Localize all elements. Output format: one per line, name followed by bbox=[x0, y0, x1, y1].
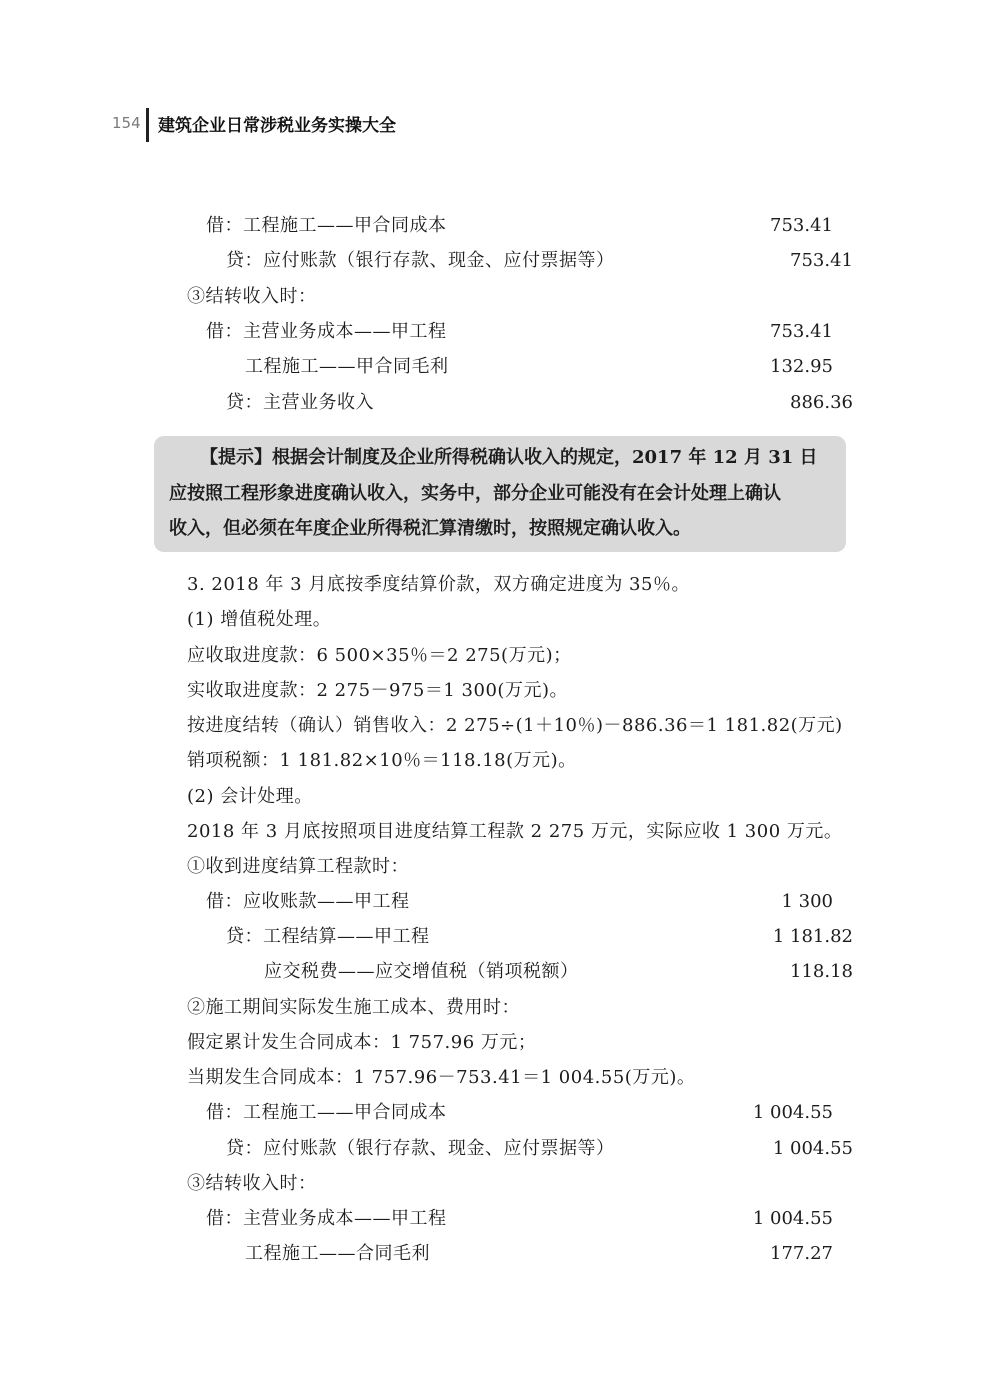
step-heading: ①收到进度结算工程款时： bbox=[187, 856, 409, 877]
section-heading: 3. 2018 年 3 月底按季度结算价款，双方确定进度为 35％。 bbox=[187, 574, 690, 595]
step-heading: ③结转收入时： bbox=[187, 1173, 317, 1194]
entry-debit-text: 借：工程施工——甲合同成本 bbox=[206, 215, 447, 236]
calc-line: 销项税额：1 181.82×10％＝118.18(万元)。 bbox=[187, 750, 577, 771]
entry-debit-text: 借：应收账款——甲工程 bbox=[206, 891, 410, 912]
calc-line: 按进度结转（确认）销售收入：2 275÷(1＋10％)－886.36＝1 181.82(万元) bbox=[187, 715, 843, 736]
tip-line: 应按照工程形象进度确认收入，实务中，部分企业可能没有在会计处理上确认 bbox=[169, 483, 781, 504]
tip-line: 收入，但必须在年度企业所得税汇算清缴时，按照规定确认收入。 bbox=[169, 518, 691, 539]
entry-credit-text: 贷：应付账款（银行存款、现金、应付票据等） bbox=[226, 1138, 615, 1159]
entry-credit-text: 贷：主营业务收入 bbox=[226, 392, 374, 413]
entry-credit-amount: 1 181.82 bbox=[772, 926, 853, 947]
entry-debit-amount: 1 300 bbox=[781, 891, 833, 912]
tip-box bbox=[154, 436, 846, 552]
calc-line: 实收取进度款：2 275－975＝1 300(万元)。 bbox=[187, 680, 568, 701]
entry-debit-text: 工程施工——甲合同毛利 bbox=[245, 356, 449, 377]
entry-credit-text: 贷：工程结算——甲工程 bbox=[226, 926, 430, 947]
entry-credit-amount: 118.18 bbox=[790, 961, 853, 982]
step-heading: ②施工期间实际发生施工成本、费用时： bbox=[187, 997, 520, 1018]
entry-credit-amount: 1 004.55 bbox=[772, 1138, 853, 1159]
book-title: 建筑企业日常涉税业务实操大全 bbox=[158, 116, 396, 136]
paragraph: 2018 年 3 月底按照项目进度结算工程款 2 275 万元，实际应收 1 300 万元。 bbox=[187, 821, 843, 842]
subsection-heading: (2) 会计处理。 bbox=[187, 786, 313, 807]
calc-line: 假定累计发生合同成本：1 757.96 万元； bbox=[187, 1032, 537, 1053]
step-heading: ③结转收入时： bbox=[187, 286, 317, 307]
entry-credit-text: 贷：应付账款（银行存款、现金、应付票据等） bbox=[226, 250, 615, 271]
entry-debit-amount: 177.27 bbox=[770, 1243, 833, 1264]
subsection-heading: (1) 增值税处理。 bbox=[187, 609, 332, 630]
entry-debit-amount: 753.41 bbox=[770, 321, 833, 342]
entry-credit-amount: 753.41 bbox=[790, 250, 853, 271]
tip-line: 【提示】根据会计制度及企业所得税确认收入的规定，2017 年 12 月 31 日 bbox=[200, 447, 818, 468]
entry-debit-text: 借：工程施工——甲合同成本 bbox=[206, 1102, 447, 1123]
entry-debit-amount: 1 004.55 bbox=[752, 1102, 833, 1123]
calc-line: 当期发生合同成本：1 757.96－753.41＝1 004.55(万元)。 bbox=[187, 1067, 696, 1088]
entry-debit-text: 借：主营业务成本——甲工程 bbox=[206, 321, 447, 342]
page-number: 154 bbox=[112, 114, 141, 132]
calc-line: 应收取进度款：6 500×35％＝2 275(万元)； bbox=[187, 645, 572, 666]
entry-credit-text: 应交税费——应交增值税（销项税额） bbox=[264, 961, 579, 982]
entry-debit-amount: 753.41 bbox=[770, 215, 833, 236]
entry-debit-amount: 132.95 bbox=[770, 356, 833, 377]
entry-debit-amount: 1 004.55 bbox=[752, 1208, 833, 1229]
entry-debit-text: 工程施工——合同毛利 bbox=[245, 1243, 430, 1264]
header-divider bbox=[146, 108, 149, 142]
entry-debit-text: 借：主营业务成本——甲工程 bbox=[206, 1208, 447, 1229]
entry-credit-amount: 886.36 bbox=[790, 392, 853, 413]
